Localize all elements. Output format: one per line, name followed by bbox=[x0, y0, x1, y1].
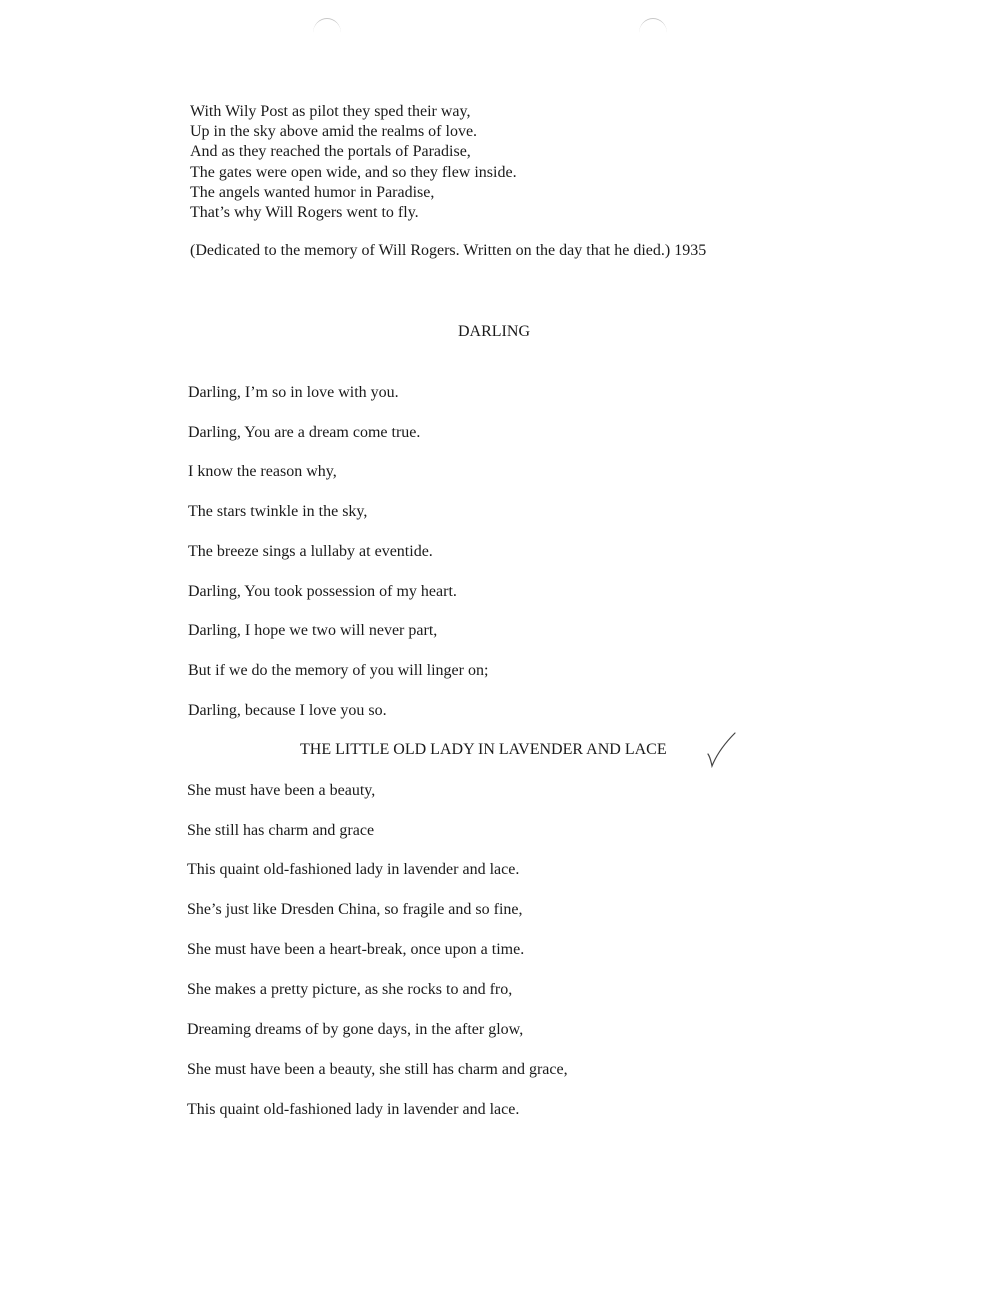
stanza-line: Up in the sky above amid the realms of love. bbox=[190, 123, 478, 141]
darling-line: The breeze sings a lullaby at eventide. bbox=[188, 543, 433, 560]
darling-line: Darling, I’m so in love with you. bbox=[188, 384, 399, 401]
darling-line: Darling, You took possession of my heart. bbox=[188, 583, 457, 600]
lady-line: She must have been a beauty, bbox=[187, 782, 376, 799]
darling-line: Darling, because I love you so. bbox=[188, 702, 387, 719]
lady-line: This quaint old-fashioned lady in lavender and lace. bbox=[187, 1101, 520, 1118]
darling-line: I know the reason why, bbox=[188, 463, 337, 480]
lady-line: She must have been a beauty, she still has charm and grace, bbox=[187, 1061, 568, 1078]
darling-line: Darling, You are a dream come true. bbox=[188, 424, 421, 441]
lavender-lace-title: THE LITTLE OLD LADY IN LAVENDER AND LACE bbox=[300, 741, 667, 758]
punch-hole-mark-left bbox=[313, 18, 341, 33]
stanza-line: And as they reached the portals of Paradise, bbox=[190, 143, 471, 161]
lady-line: She still has charm and grace bbox=[187, 822, 375, 839]
stanza-line: The angels wanted humor in Paradise, bbox=[190, 183, 435, 201]
punch-hole-mark-right bbox=[639, 18, 667, 33]
lady-line: This quaint old-fashioned lady in lavender and lace. bbox=[187, 861, 520, 878]
darling-line: Darling, I hope we two will never part, bbox=[188, 622, 438, 639]
darling-title: DARLING bbox=[458, 323, 530, 340]
darling-line: But if we do the memory of you will linger on; bbox=[188, 662, 489, 679]
stanza-line: The gates were open wide, and so they flew inside. bbox=[190, 163, 517, 181]
will-rogers-stanza bbox=[190, 102, 517, 223]
lady-line: She makes a pretty picture, as she rocks to and fro, bbox=[187, 981, 513, 998]
lady-line: Dreaming dreams of by gone days, in the after glow, bbox=[187, 1021, 524, 1038]
stanza-line: With Wily Post as pilot they sped their way, bbox=[190, 103, 471, 120]
dedication-note: (Dedicated to the memory of Will Rogers. Written on the day that he died.) 1935 bbox=[190, 242, 707, 259]
lady-line: She must have been a heart-break, once upon a time. bbox=[187, 941, 525, 958]
darling-line: The stars twinkle in the sky, bbox=[188, 503, 368, 520]
checkmark-icon bbox=[704, 730, 738, 770]
lady-line: She’s just like Dresden China, so fragile and so fine, bbox=[187, 901, 523, 918]
stanza-line: That’s why Will Rogers went to fly. bbox=[190, 204, 419, 222]
